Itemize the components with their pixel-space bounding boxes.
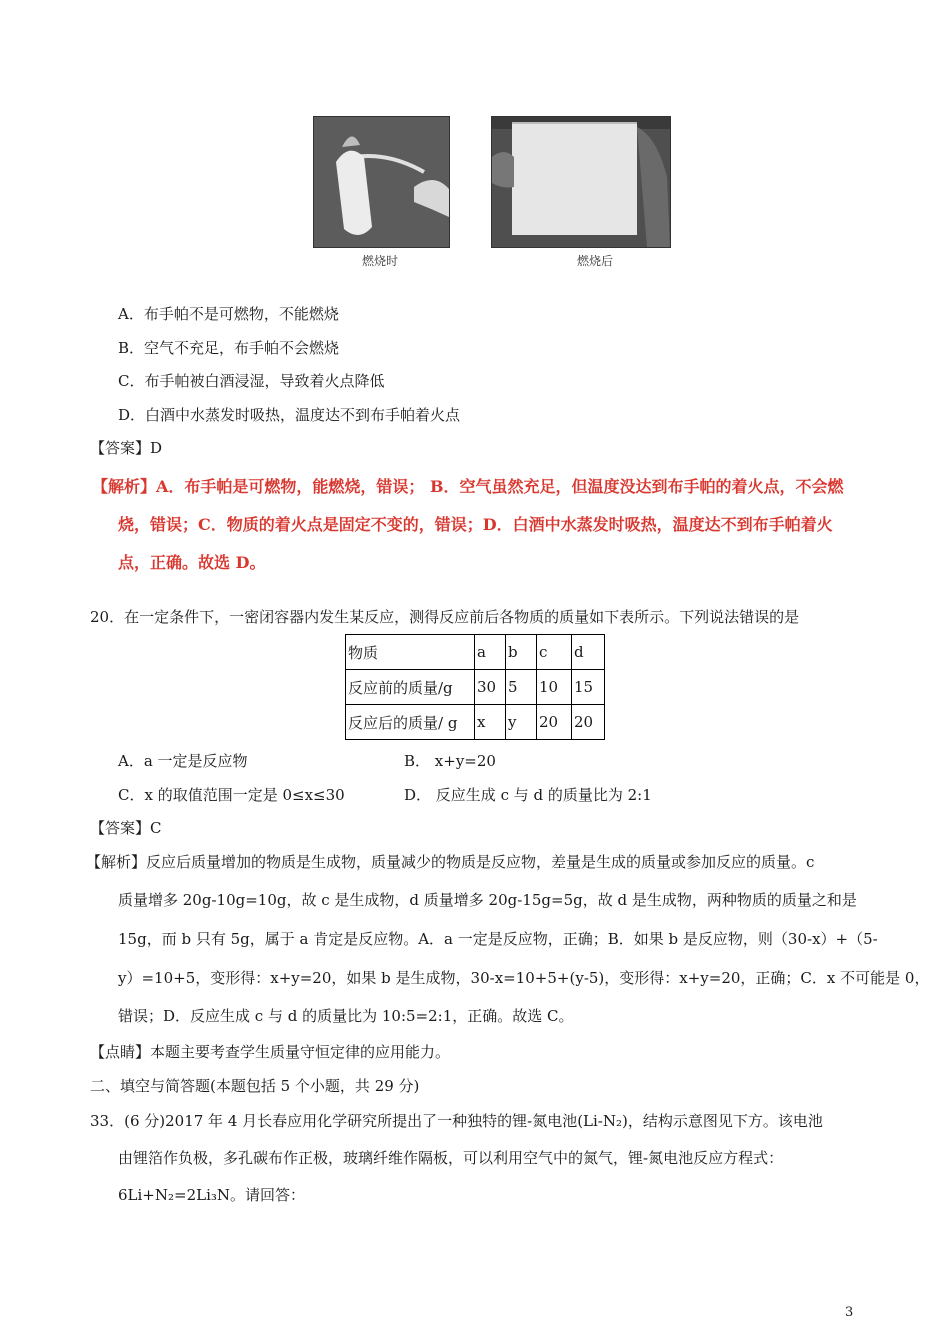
q20-analysis-line-4: y）=10+5，变形得：x+y=20，如果 b 是生成物，30-x=10+5+(y-5)，变形得：x+y=20，正确；C．x 不可能是 0， <box>118 969 930 987</box>
caption-after-burning: 燃烧后 <box>576 254 613 268</box>
q20-option-a: A．a 一定是反应物 <box>118 752 248 770</box>
q20-analysis-line-3: 15g，而 b 只有 5g，属于 a 肯定是反应物。A．a 一定是反应物，正确；B．如果 b 是反应物，则（30-x）+（5- <box>118 930 878 948</box>
q20-mass-table <box>345 634 605 740</box>
table-cell: 20 <box>537 705 572 740</box>
q20-analysis-line-2: 质量增多 20g-10g=10g，故 c 是生成物，d 质量增多 20g-15g=5g，故 d 是生成物，两种物质的质量之和是 <box>118 891 857 909</box>
table-row <box>346 705 605 740</box>
table-header-cell: c <box>537 635 572 670</box>
burning-photo <box>313 116 450 248</box>
after-burning-photo <box>491 116 671 248</box>
table-header-row <box>346 635 605 670</box>
table-header-cell: d <box>572 635 605 670</box>
q19-analysis-line-3: 点，正确。故选 D。 <box>118 553 266 572</box>
table-cell: y <box>506 705 537 740</box>
table-row <box>346 670 605 705</box>
q19-answer: 【答案】D <box>90 439 163 457</box>
q19-option-a: A．布手帕不是可燃物，不能燃烧 <box>118 305 339 323</box>
q19-option-c: C．布手帕被白酒浸湿，导致着火点降低 <box>118 372 385 390</box>
q19-analysis-line-2: 烧，错误；C．物质的着火点是固定不变的，错误；D．白酒中水蒸发时吸热，温度达不到布手帕着火 <box>118 515 833 534</box>
q20-stem: 20．在一定条件下，一密闭容器内发生某反应，测得反应前后各物质的质量如下表所示。下列说法错误的是 <box>90 608 800 626</box>
q20-analysis-line-1: 【解析】反应后质量增加的物质是生成物，质量减少的物质是反应物，差量是生成的质量或参加反应的质量。c <box>86 853 815 871</box>
q33-line-2: 由锂箔作负极，多孔碳布作正极，玻璃纤维作隔板，可以利用空气中的氮气，锂-氮电池反应方程式： <box>118 1149 784 1167</box>
q19-analysis-line-1: 【解析】A．布手帕是可燃物，能燃烧，错误； B．空气虽然充足，但温度没达到布手帕的着火点，不会燃 <box>92 477 844 496</box>
q33-line-1: 33．(6 分)2017 年 4 月长春应用化学研究所提出了一种独特的锂-氮电池(Li-N₂)，结构示意图见下方。该电池 <box>90 1112 823 1130</box>
table-cell: 15 <box>572 670 605 705</box>
table-cell: 反应后的质量/ g <box>346 705 475 740</box>
table-header-cell: 物质 <box>346 635 475 670</box>
table-cell: 30 <box>475 670 506 705</box>
table-header-cell: b <box>506 635 537 670</box>
section-heading: 二、填空与简答题(本题包括 5 个小题，共 29 分) <box>90 1077 420 1095</box>
q20-option-b: B． x+y=20 <box>404 752 496 770</box>
q19-option-d: D．白酒中水蒸发时吸热，温度达不到布手帕着火点 <box>118 406 461 424</box>
table-cell: 5 <box>506 670 537 705</box>
q20-analysis-line-5: 错误；D．反应生成 c 与 d 的质量比为 10:5=2:1，正确。故选 C。 <box>118 1007 574 1025</box>
table-cell: x <box>475 705 506 740</box>
q20-answer: 【答案】C <box>90 819 162 837</box>
q20-option-d: D． 反应生成 c 与 d 的质量比为 2:1 <box>404 786 652 804</box>
caption-burning: 燃烧时 <box>361 254 398 268</box>
q33-line-3: 6Li+N₂=2Li₃N。请回答： <box>118 1186 306 1204</box>
table-header-cell: a <box>475 635 506 670</box>
table-cell: 反应前的质量/g <box>346 670 475 705</box>
q19-option-b: B．空气不充足，布手帕不会燃烧 <box>118 339 340 357</box>
table-cell: 10 <box>537 670 572 705</box>
q20-point: 【点睛】本题主要考查学生质量守恒定律的应用能力。 <box>90 1043 451 1061</box>
page-number: 3 <box>845 1305 854 1320</box>
q20-option-c: C．x 的取值范围一定是 0≤x≤30 <box>118 786 345 804</box>
table-cell: 20 <box>572 705 605 740</box>
